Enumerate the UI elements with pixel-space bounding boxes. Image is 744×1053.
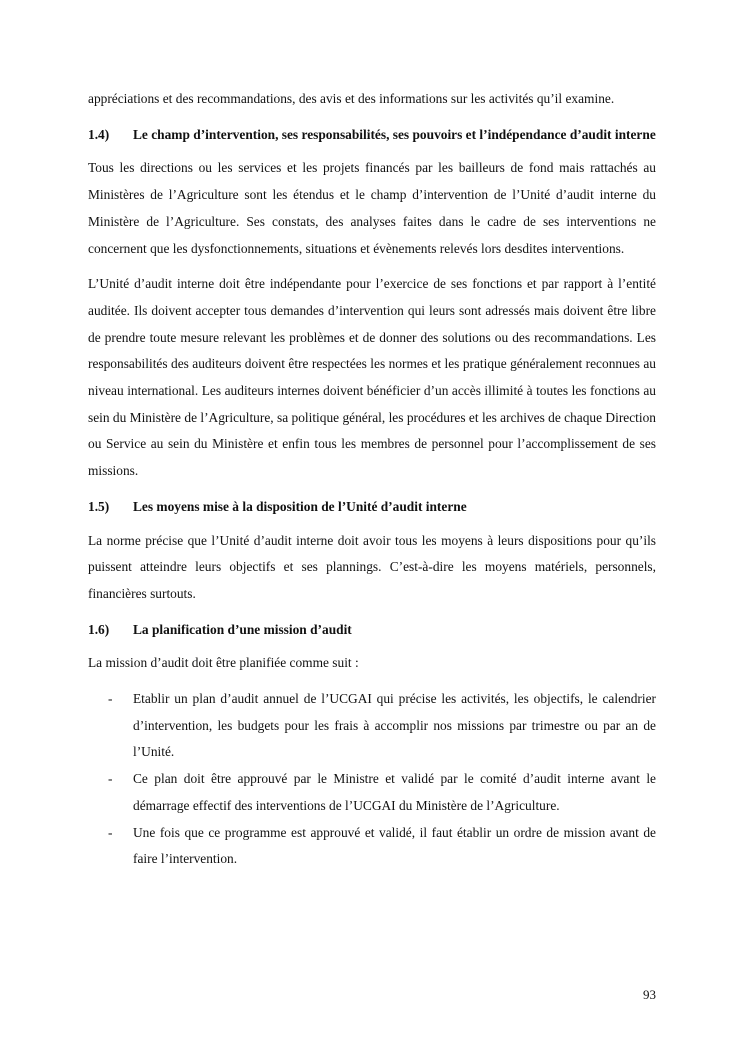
section-number: 1.6) — [88, 621, 110, 637]
section-title: Le champ d’intervention, ses responsabilités, ses pouvoirs et l’indépendance d’audit interne — [133, 126, 656, 142]
section-number: 1.5) — [88, 498, 110, 514]
bullet-list — [88, 686, 656, 873]
list-item — [88, 820, 656, 873]
section-heading-1-6 — [88, 617, 656, 644]
bullet-marker: - — [108, 771, 113, 787]
list-item — [88, 686, 656, 766]
section-heading-1-4 — [88, 122, 656, 149]
document-page — [88, 86, 656, 873]
page-number: 93 — [643, 987, 656, 1002]
section-title: La planification d’une mission d’audit — [133, 621, 352, 637]
section-heading-1-5 — [88, 494, 656, 521]
list-item-text: Ce plan doit être approuvé par le Ministre et validé par le comité d’audit interne avant le démarrage effectif des interventions de l’UCGAI du Ministère de l’Agriculture. — [133, 771, 656, 813]
bullet-marker: - — [108, 691, 113, 707]
bullet-marker: - — [108, 824, 113, 840]
list-item-text: Etablir un plan d’audit annuel de l’UCGAI qui précise les activités, les objectifs, le calendrier d’intervention, les budgets pour les frais à accomplir nos missions par trimestre ou par an de l’Unité. — [133, 691, 656, 760]
section-number: 1.4) — [88, 126, 110, 142]
paragraph: La mission d’audit doit être planifiée comme suit : — [88, 655, 359, 671]
section-title: Les moyens mise à la disposition de l’Unité d’audit interne — [133, 498, 467, 514]
intro-paragraph: appréciations et des recommandations, des avis et des informations sur les activités qu’il examine. — [88, 91, 615, 106]
paragraph: La norme précise que l’Unité d’audit interne doit avoir tous les moyens à leurs dispositions pour qu’ils puissent atteindre leurs objectifs et ses plannings. C’est-à-dire les moyens matériels, personnels, financières surtouts. — [88, 532, 656, 601]
paragraph: L’Unité d’audit interne doit être indépendante pour l’exercice de ses fonctions et par rapport à l’entité auditée. Ils doivent accepter tous demandes d’intervention qui leurs sont adressés mais doivent être libre de prendre toute mesure relevant les problèmes et de donner des solutions ou des recommandations. Les responsabilités des auditeurs doivent être respectées les normes et les pratique généralement reconnues au niveau international. Les auditeurs internes doivent bénéficier d’un accès illimité à toutes les fonctions au sein du Ministère de l’Agriculture, sa politique général, les procédures et les archives de chaque Direction ou Service au sein du Ministère et enfin tous les membres de personnel pour l’accomplissement de ses missions. — [88, 276, 656, 479]
list-item-text: Une fois que ce programme est approuvé et validé, il faut établir un ordre de mission avant de faire l’intervention. — [133, 824, 656, 867]
paragraph: Tous les directions ou les services et les projets financés par les bailleurs de fond mais rattachés au Ministères de l’Agriculture sont les étendus et le champ d’intervention de l’Unité d’audit interne du Ministère de l’Agriculture. Ses constats, des analyses faites dans le cadre de ses interventions ne concernent que les dysfonctionnements, situations et évènements relevés lors desdites interventions. — [88, 160, 656, 256]
list-item — [88, 766, 656, 819]
